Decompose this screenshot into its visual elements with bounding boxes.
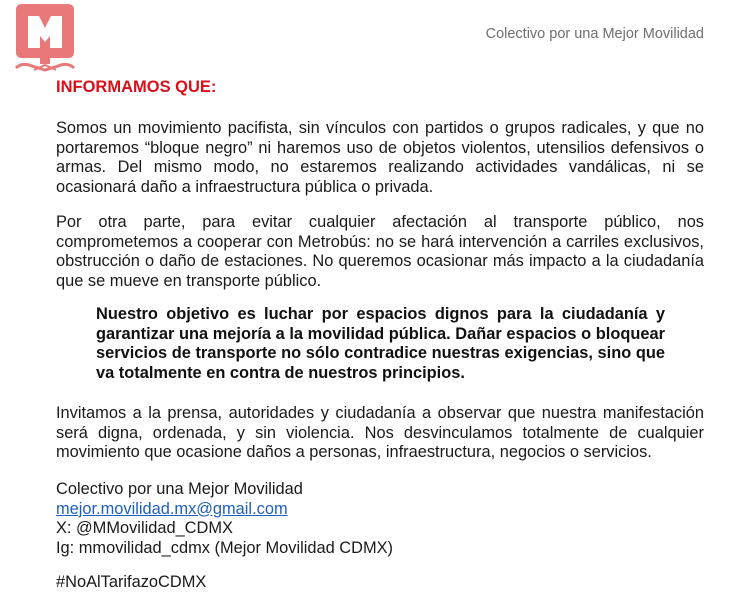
movilidad-logo-icon (14, 2, 76, 74)
document-heading: INFORMAMOS QUE: (56, 78, 217, 96)
paragraph-pacifist: Somos un movimiento pacifista, sin vínculos con partidos o grupos radicales, y que no portaremos “bloque negro” ni haremos uso de objetos violentos, utensilios defensivos o armas. Del mismo modo, no estaremos realizando actividades vandálicas, ni se ocasionará daño a infraestructura pública o privada. (56, 119, 704, 196)
paragraph-transport: Por otra parte, para evitar cualquier afectación al transporte público, nos comprometemos a cooperar con Metrobús: no se hará intervención a carriles exclusivos, obstrucción o daño de estaciones. No queremos ocasionar más impacto a la ciudadanía que se mueve en transporte público. (56, 213, 704, 290)
instagram-handle: Ig: mmovilidad_cdmx (Mejor Movilidad CDMX) (56, 538, 394, 557)
paragraph-invitation: Invitamos a la prensa, autoridades y ciudadanía a observar que nuestra manifestación será digna, ordenada, y sin violencia. Nos desvinculamos totalmente de cualquier movimiento que ocasione daños a personas, infraestructura, negocios o servicios. (56, 404, 704, 462)
contact-name: Colectivo por una Mejor Movilidad (56, 480, 303, 498)
header-organization-name: Colectivo por una Mejor Movilidad (485, 26, 704, 42)
contact-block (56, 480, 393, 558)
hashtag: #NoAlTarifazoCDMX (56, 573, 207, 591)
x-handle: X: @MMovilidad_CDMX (56, 519, 233, 538)
email-link[interactable]: mejor.movilidad.mx@gmail.com (56, 499, 288, 518)
objective-quote: Nuestro objetivo es luchar por espacios dignos para la ciudadanía y garantizar una mejoría a la movilidad pública. Dañar espacios o bloquear servicios de transporte no sólo contradice nuestras exigencias, sino que va totalmente en contra de nuestros principios. (96, 305, 665, 382)
